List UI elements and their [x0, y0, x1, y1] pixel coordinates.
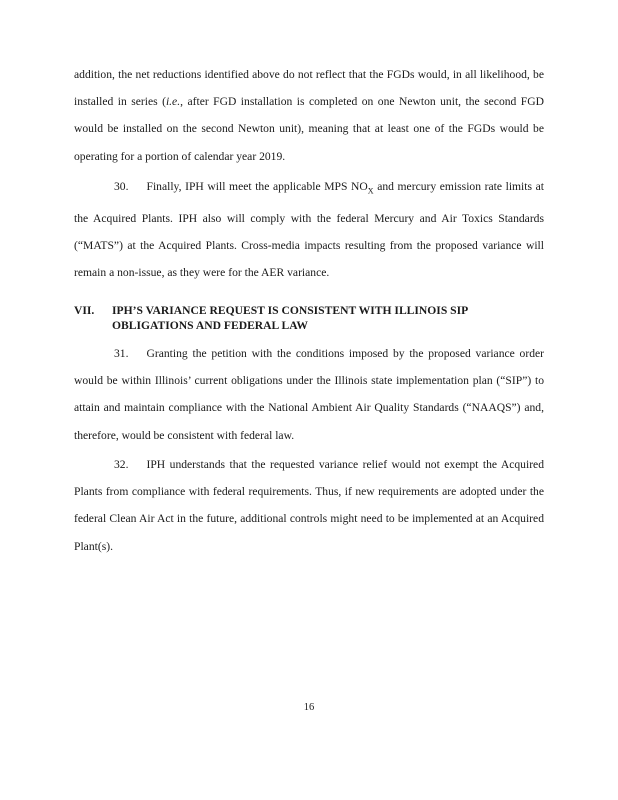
paragraph-31	[74, 340, 544, 449]
paragraph-32	[74, 451, 544, 560]
section-heading	[74, 303, 544, 333]
paragraph-number: 32.	[114, 458, 129, 471]
ie-abbreviation: i.e.	[165, 95, 181, 109]
paragraph-text: , after FGD installation is completed on one Newton unit, the second FGD would be installed on the second Newton unit), meaning that at least one of the FGDs would be operating for a portion of calendar year 2019.	[74, 95, 544, 163]
subscript: X	[367, 186, 374, 196]
section-number: VII.	[74, 304, 95, 317]
paragraph-text: and mercury emission rate limits at the Acquired Plants. IPH also will comply with the federal Mercury and Air Toxics Standards (“MATS”) at the Acquired Plants. Cross-media impacts resulting from the proposed variance will remain a non-issue, as they were for the AER variance.	[74, 180, 544, 279]
paragraph-text: Granting the petition with the conditions imposed by the proposed variance order would be within Illinois’ current obligations under the Illinois state implementation plan (“SIP”) to attain and maintain compliance with the National Ambient Air Quality Standards (“NAAQS”) and, therefore, would be consistent with federal law.	[74, 347, 544, 442]
page-number: 16	[303, 702, 315, 713]
section-title: IPH’S VARIANCE REQUEST IS CONSISTENT WITH ILLINOIS SIP OBLIGATIONS AND FEDERAL LAW	[112, 304, 468, 332]
paragraph-text: IPH understands that the requested variance relief would not exempt the Acquired Plants from compliance with federal requirements. Thus, if new requirements are adopted under the federal Clean Air Act in the future, additional controls might need to be implemented at an Acquired Plant(s).	[74, 458, 544, 553]
paragraph-30	[74, 173, 544, 286]
paragraph-text: Finally, IPH will meet the applicable MPS NO	[146, 180, 368, 193]
paragraph-text: addition, the net reductions identified above do not reflect that the FGDs would, in all likelihood, be installed in series (	[74, 68, 544, 109]
paragraph-number: 30.	[114, 180, 129, 193]
paragraph-number: 31.	[114, 347, 129, 360]
paragraph-continuation	[74, 61, 544, 170]
